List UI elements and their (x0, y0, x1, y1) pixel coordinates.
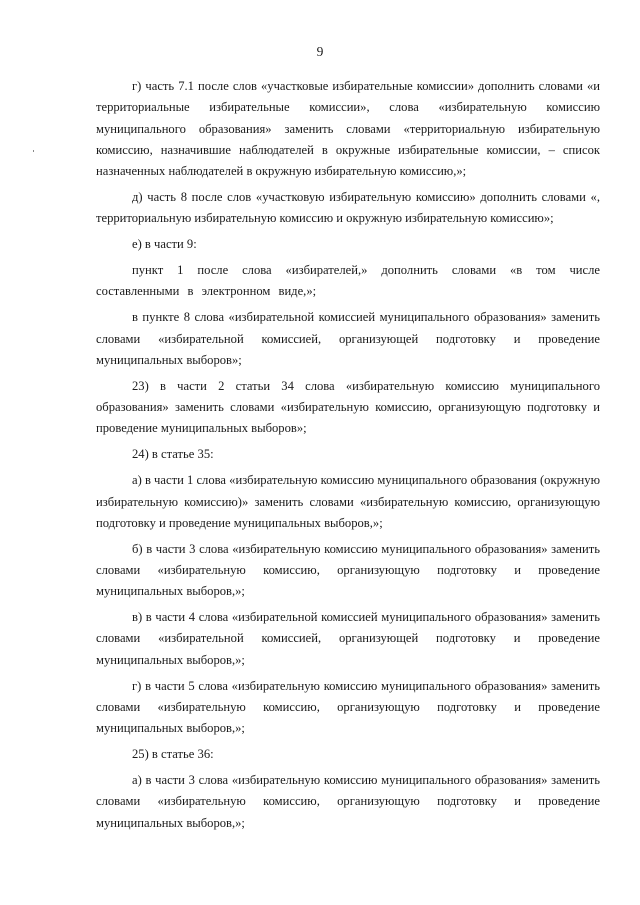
margin-mark (33, 150, 34, 152)
paragraph: а) в части 3 слова «избирательную комиссию муниципального образования» заменить словами «избирательную комиссию, организующую подготовку и проведение муниципальных выборов,»; (96, 773, 600, 830)
paragraph: пункт 1 после слова «избирателей,» дополнить словами «в том числе составленными в электронном виде,»; (96, 263, 600, 299)
paragraph: б) в части 3 слова «избирательную комиссию муниципального образования» заменить словами «избирательную комиссию, организующую подготовку и проведение муниципальных выборов,»; (96, 541, 600, 599)
paragraph: г) часть 7.1 после слов «участковые избирательные комиссии» дополнить словами «и территориальные избирательные комиссии», слова «избирательную комиссию муниципального образования» заменить словами «территориальную избирательную комиссию, назначившие наблюдателей в окружные избирательные комиссии, – список назначенных наблюдателей в окружную избирательную комиссию,»; (96, 79, 600, 179)
paragraph: в пункте 8 слова «избирательной комиссией муниципального образования» заменить словами «избирательной комиссией, организующей подготовку и проведение муниципальных выборов»; (96, 310, 600, 367)
page-number: 9 (316, 44, 324, 59)
paragraph: 24) в статье 35: (132, 447, 214, 462)
paragraph: 23) в части 2 статьи 34 слова «избирательную комиссию муниципального образования» заменить словами «избирательную комиссию, организующую подготовку и проведение муниципальных выборов»; (96, 378, 600, 436)
paragraph: в) в части 4 слова «избирательной комиссией муниципального образования» заменить словами «избирательной комиссией, организующей подготовку и проведение муниципальных выборов,»; (96, 610, 600, 667)
paragraph: г) в части 5 слова «избирательную комиссию муниципального образования» заменить словами «избирательную комиссию, организующую подготовку и проведение муниципальных выборов,»; (96, 678, 600, 736)
paragraph: д) часть 8 после слов «участковую избирательную комиссию» дополнить словами «, территориальную избирательную комиссию и окружную избирательную комиссию»; (96, 190, 600, 226)
paragraph: е) в части 9: (132, 237, 197, 252)
paragraph: а) в части 1 слова «избирательную комиссию муниципального образования (окружную избирательную комиссию)» заменить словами «избирательную комиссию, организующую подготовку и проведение муниципальных выборов,»; (96, 473, 600, 530)
paragraph: 25) в статье 36: (132, 747, 214, 762)
document-body (96, 76, 600, 839)
